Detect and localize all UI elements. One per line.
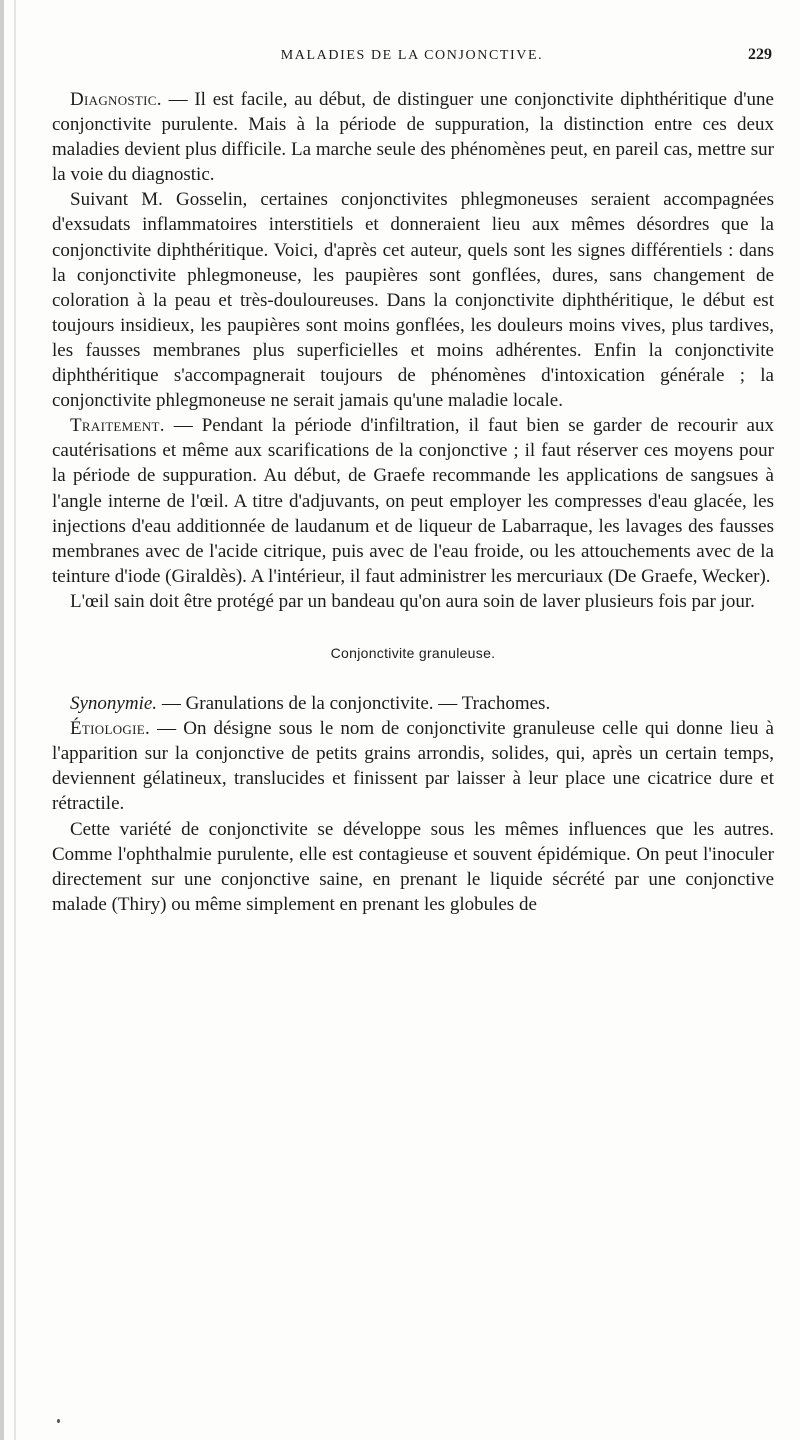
paragraph-text-gosselin: Suivant M. Gosselin, certaines conjonctivites phlegmoneuses seraient accompagnées d'exsudats inflammatoires interstitiels et donneraient lieu aux mêmes désordres que la conjonctivite diphthéritique. Voici, d'après cet auteur, quels sont les signes différentiels : dans la conjonctivite phlegmoneuse, les paupières sont gonflées, dures, sans changement de coloration à la peau et très-douloureuses. Dans la conjonctivite diphthéritique, le début est toujours insidieux, les paupières sont moins gonflées, les douleurs moins vives, plus tardives, les fausses membranes plus superficielles et moins adhérentes. Enfin la conjonctivite diphthéritique s'accompagnerait toujours de phénomènes d'intoxication générale ; la conjonctivite phlegmoneuse ne serait jamais qu'une maladie locale. [52,189,774,412]
paragraph-text-variete: Cette variété de conjonctivite se développe sous les mêmes influences que les autres. Comme l'ophthalmie purulente, elle est contagieuse et souvent épidémique. On peut l'inoculer directement sur une conjonctive saine, en prenant le liquide sécrété par une conjonctive malade (Thiry) ou même simplement en prenant les globules de [52,818,774,915]
paragraph-text-synonymie: — Granulations de la conjonctivite. — Trachomes. [157,693,551,715]
ink-speck [57,1419,60,1423]
page-gutter-line [14,0,16,1440]
paragraph-text-oeil-sain: L'œil sain doit être protégé par un bandeau qu'on aura soin de laver plusieurs fois par jour. [70,590,755,612]
page-gutter-shadow [0,0,4,1440]
paragraph-text-traitement: — Pendant la période d'infiltration, il faut bien se garder de recourir aux cautérisations et même aux scarifications de la conjonctive ; il faut réserver ces moyens pour la période de suppuration. Au début, de Graefe recommande les applications de sangsues à l'angle interne de l'œil. A titre d'adjuvants, on peut employer les compresses d'eau glacée, les injections d'eau additionnée de laudanum et de liqueur de Labarraque, les lavages des fausses membranes avec de l'acide citrique, puis avec de l'eau froide, ou les attouchements avec de la teinture d'iode (Giraldès). A l'intérieur, il faut administrer les mercuriaux (De Graefe, Wecker). [52,415,774,587]
paragraph-text-diagnostic: — Il est facile, au début, de distinguer une conjonctivite diphthéritique d'une conjonctivite purulente. Mais à la période de suppuration, la distinction entre ces deux maladies devient plus difficile. La marche seule des phénomènes peut, en pareil cas, mettre sur la voie du diagnostic. [52,89,774,186]
paragraph-text-etiologie: — On désigne sous le nom de conjonctivite granuleuse celle qui donne lieu à l'apparition sur la conjonctive de petits grains arrondis, solides, qui, après un certain temps, deviennent gélatineux, translucides et finissent par laisser à leur place une cicatrice dure et rétractile. [52,718,774,815]
paragraph-oeil-sain [52,589,774,614]
paragraph-etiologie [52,716,774,816]
page-number: 229 [748,46,772,63]
paragraph-gosselin [52,187,774,413]
paragraph-label-synonymie: Synonymie. [70,693,158,715]
section-title: Conjonctivite granuleuse. [330,644,496,661]
page-header [52,44,772,70]
paragraph-label-diagnostic: Diagnostic. [70,89,162,110]
running-head: MALADIES DE LA CONJONCTIVE. [280,48,544,63]
paragraph-label-etiologie: Étiologie. [70,718,151,740]
paragraph-diagnostic [52,87,774,187]
paragraph-label-traitement: Traitement. [70,415,165,437]
paragraph-traitement [52,413,774,589]
paragraph-variete [52,817,774,917]
body-text [52,87,774,917]
paragraph-synonymie [52,691,774,716]
